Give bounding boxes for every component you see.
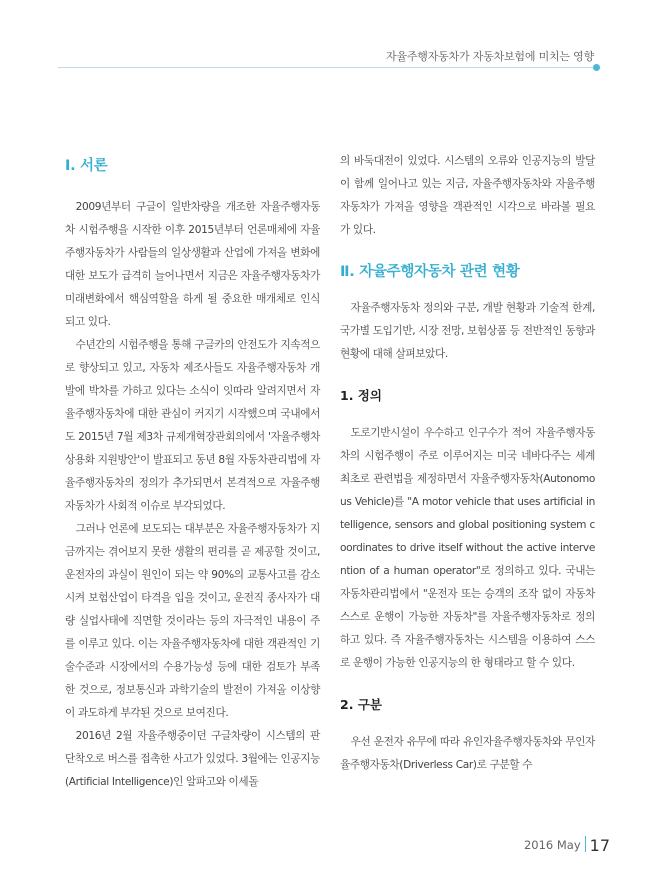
footer-divider [585, 836, 586, 852]
page-number: 17 [589, 836, 610, 855]
section-title-status: Ⅱ. 자율주행자동차 관련 현황 [340, 264, 520, 280]
page-footer [524, 836, 610, 854]
section-title-introduction: Ⅰ. 서론 [65, 158, 108, 174]
subsection-title-definition: 1. 정의 [340, 388, 382, 403]
header-rule [58, 67, 594, 68]
subsection-title-classification: 2. 구분 [340, 697, 382, 712]
left-column [65, 146, 320, 794]
issue-label: 2016 May [523, 838, 581, 852]
body-paragraph: 그러나 언론에 보도되는 대부분은 자율주행자동차가 지금까지는 겪어보지 못한 생활의 편리를 곧 제공할 것이고, 운전자의 과실이 원인이 되는 약 90%의 교통사고를 감소시켜 보험산업이 타격을 입을 것이고, 운전직 종사자가 대량 실업사태에 직면할 것이라는 등의 자극적인 내용이 주를 이루고 있다. 이는 자율주행자동차에 대한 객관적인 기술수준과 시장에서의 수용가능성 등에 대한 검토가 부족한 것으로, 정보통신과 과학기술의 발전이 가져올 이상향이 과도하게 부각된 것으로 보여진다. [65, 523, 320, 719]
body-paragraph: 2016년 2월 자율주행중이던 구글차량이 시스템의 판단착오로 버스를 접촉한 사고가 있었다. 3월에는 인공지능(Artificial Intelligence)인 알파고와 이세돌 [65, 730, 320, 788]
body-paragraph: 자율주행자동차 정의와 구분, 개발 현황과 기술적 한계, 국가별 도입기반, 시장 전망, 보험상품 등 전반적인 동향과 현황에 대해 살펴보았다. [340, 302, 595, 360]
body-paragraph: 2009년부터 구글이 일반차량을 개조한 자율주행자동차 시험주행을 시작한 이후 2015년부터 언론매체에 자율주행자동차가 사람들의 일상생활과 산업에 가져올 변화에 대한 보도가 급격히 늘어나면서 지금은 자율주행자동차가 미래변화에서 핵심역할을 하게 될 중요한 매개체로 인식되고 있다. [65, 201, 320, 328]
body-paragraph: 수년간의 시험주행을 통해 구글카의 안전도가 지속적으로 향상되고 있고, 자동차 제조사들도 자율주행자동차 개발에 박차를 가하고 있다는 소식이 잇따라 알려지면서 자율주행자동차에 대한 관심이 커지기 시작했으며 국내에서도 2015년 7월 제3차 규제개혁장관회의에서 '자율주행차 상용화 지원방안'이 발표되고 동년 8월 자동차관리법에 자율주행자동차의 정의가 추가되면서 본격적으로 자율주행자동차가 사회적 이슈로 부각되었다. [65, 339, 320, 512]
body-paragraph: 우선 운전자 유무에 따라 유인자율주행자동차와 무인자율주행자동차(Driverless Car)로 구분할 수 [340, 736, 595, 771]
header-dot-icon [593, 64, 600, 71]
body-paragraph: 도로기반시설이 우수하고 인구수가 적어 자율주행자동차의 시험주행이 주로 이루어지는 미국 네바다주는 세계 최초로 관련법을 제정하면서 자율주행자동차(Autonomous Vehicle)를 "A motor vehicle that uses artificial intelligence, sensors and global positioning system coordinates to drive itself without the active intervention of a human operator"로 정의하고 있다. 국내는 자동차관리법에서 "운전자 또는 승객의 조작 없이 자동차 스스로 운행이 가능한 자동차"를 자율주행자동차로 정의하고 있다. 즉 자율주행자동차는 시스템을 이용하여 스스로 운행이 가능한 인공지능의 한 형태라고 할 수 있다. [340, 427, 595, 669]
body-paragraph-continued: 의 바둑대전이 있었다. 시스템의 오류와 인공지능의 발달이 함께 일어나고 있는 지금, 자율주행자동차와 자율주행자동차가 가져올 영향을 객관적인 시각으로 바라볼 필요가 있다. [340, 155, 595, 236]
right-column [340, 150, 595, 777]
running-header: 자율주행자동차가 자동차보험에 미치는 영향 [386, 50, 594, 63]
